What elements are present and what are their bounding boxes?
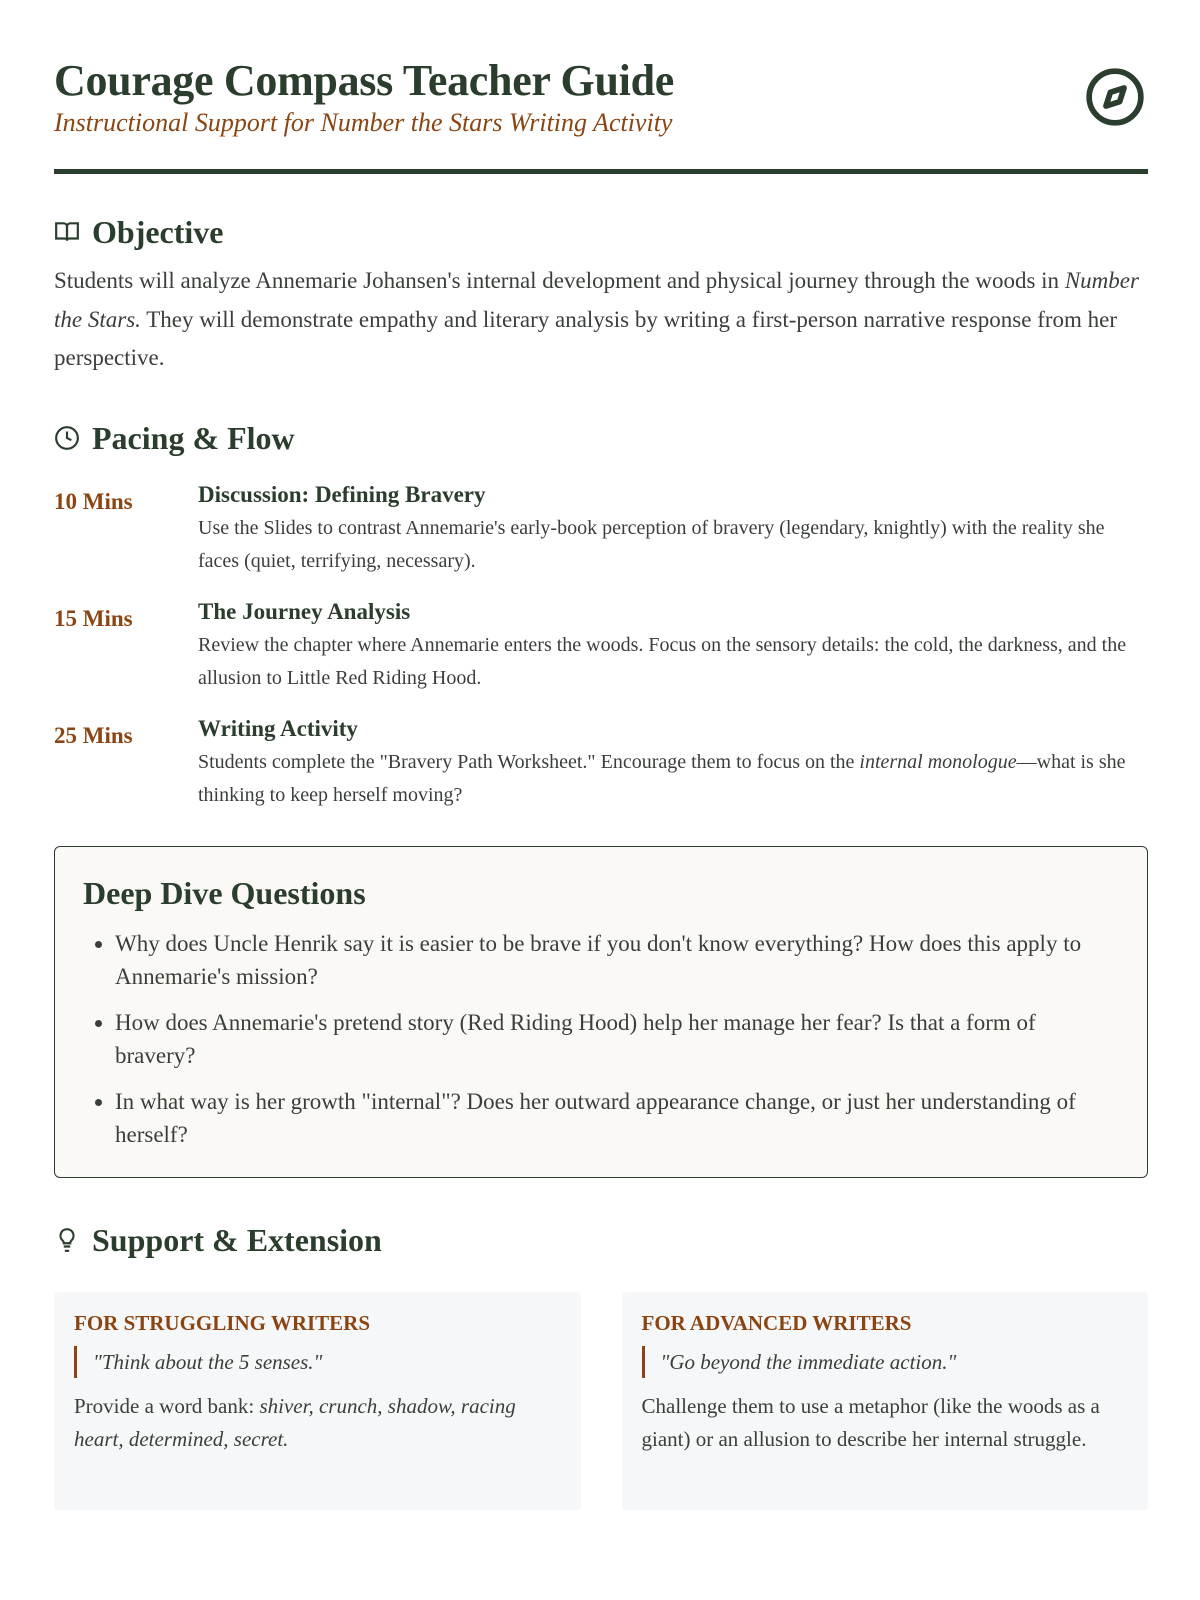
deep-dive-box [54,846,1148,1178]
book-icon [54,219,80,245]
objective-text-part: They will demonstrate empathy and literary analysis by writing a first-person narrative response from her perspective. [54,306,1118,370]
book-title: Number the Stars. [54,268,1139,332]
question-item: • How does Annemarie's pretend story (Red Riding Hood) help her manage her fear? Is that a form of bravery? [115,1006,1119,1072]
header [54,56,1148,174]
pacing-title: The Journey Analysis [198,598,411,624]
pacing-time: 15 Mins [54,605,133,631]
card-text-part: Provide a word bank: [74,1393,260,1418]
teacher-guide [54,56,1148,1510]
pacing-time: 25 Mins [54,722,133,748]
pacing-time: 10 Mins [54,488,133,514]
card-label: FOR ADVANCED WRITERS [641,1310,912,1335]
card-text: Challenge them to use a metaphor (like the woods as a giant) or an allusion to describe her internal struggle. [641,1393,1100,1451]
page-title: Courage Compass Teacher Guide [54,56,674,105]
objective-heading: Objective [92,214,224,250]
struggling-writers-card [54,1292,581,1510]
objective-text [54,262,1148,378]
page-subtitle: Instructional Support for Number the Stars Writing Activity [54,108,673,137]
advanced-writers-card [622,1292,1149,1510]
pacing-item [54,714,1148,812]
support-heading: Support & Extension [92,1221,382,1258]
desc-part: Students complete the "Bravery Path Worksheet." Encourage them to focus on the [198,750,860,773]
word-bank: shiver, crunch, shadow, racing heart, determined, secret. [74,1393,516,1451]
pacing-section [54,418,1148,812]
pacing-desc: Use the Slides to contrast Annemarie's early-book perception of bravery (legendary, knightly) with the reality she faces (quiet, terrifying, necessary). [198,516,1105,572]
support-section [54,1220,1148,1510]
desc-emphasis: internal monologue [859,750,1017,773]
desc-part: —what is she thinking to keep herself moving? [198,750,1126,806]
lightbulb-icon [54,1227,80,1253]
pacing-title: Writing Activity [198,715,358,741]
compass-icon [1084,66,1146,128]
pacing-title: Discussion: Defining Bravery [198,481,486,507]
card-quote: "Go beyond the immediate action." [642,1346,1129,1378]
card-label: FOR STRUGGLING WRITERS [74,1310,371,1335]
pacing-desc: Review the chapter where Annemarie enters the woods. Focus on the sensory details: the cold, the darkness, and the allusion to Little Red Riding Hood. [198,633,1127,689]
pacing-heading: Pacing & Flow [92,419,295,456]
objective-section [54,212,1148,378]
objective-text-part: Students will analyze Annemarie Johansen's internal development and physical journey through the woods in [54,268,1065,293]
card-text [74,1390,561,1456]
clock-icon [54,425,80,451]
deep-dive-heading: Deep Dive Questions [83,874,366,911]
question-item: • Why does Uncle Henrik say it is easier to be brave if you don't know everything? How does this apply to Annemarie's mission? [115,927,1119,993]
pacing-item [54,480,1148,578]
question-item: • In what way is her growth "internal"? Does her outward appearance change, or just her understanding of herself? [115,1085,1119,1151]
pacing-desc [198,746,1148,812]
pacing-item [54,597,1148,695]
question-list [83,927,1119,1151]
card-quote: "Think about the 5 senses." [74,1346,561,1378]
